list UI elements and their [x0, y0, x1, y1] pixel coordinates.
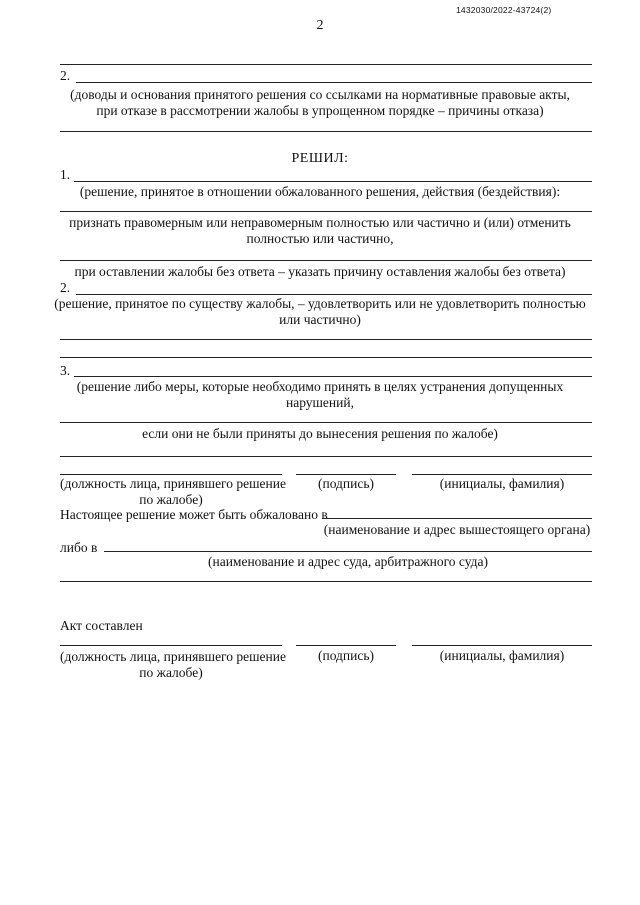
caption-decision-on-merits-line1: (решение, принятое по существу жалобы, – удовлетворить или не удовлетворить полностью [54, 296, 586, 311]
court-caption: (наименование и адрес суда, арбитражного суда) [207, 554, 489, 569]
blank-line [60, 422, 592, 423]
caption-decision-on-appealed: (решение, принятое в отношении обжалованного решения, действия (бездействия): [79, 184, 561, 199]
blank-line [60, 64, 592, 65]
caption-reasons-line2: при отказе в рассмотрении жалобы в упрощенном порядке – причины отказа) [96, 103, 544, 118]
page-number: 2 [316, 18, 324, 33]
position-caption-line2: по жалобе) [139, 665, 203, 680]
item-number: 2. [60, 68, 71, 83]
position-line [60, 645, 282, 646]
blank-line [60, 581, 592, 582]
appeal-text: Настоящее решение может быть обжаловано в [60, 507, 328, 522]
blank-line [60, 339, 592, 340]
blank-line [76, 82, 592, 83]
caption-not-taken: если они не были приняты до вынесения решения по жалобе) [142, 426, 498, 441]
blank-line [60, 260, 592, 261]
position-caption-line1: (должность лица, принявшего решение [60, 649, 286, 664]
position-caption-line1: (должность лица, принявшего решение [60, 476, 286, 491]
signature-line [296, 645, 396, 646]
signature-caption: (подпись) [317, 476, 375, 491]
position-caption-line2: по жалобе) [139, 492, 203, 507]
caption-recognize-line2: полностью или частично, [246, 231, 394, 246]
position-line [60, 474, 282, 475]
caption-reasons-line1: (доводы и основания принятого решения со ссылками на нормативные правовые акты, [70, 87, 570, 102]
initials-line [412, 645, 592, 646]
caption-measures-line1: (решение либо меры, которые необходимо принять в целях устранения допущенных [76, 379, 564, 394]
act-title: Акт составлен [60, 618, 143, 633]
document-number: 1432030/2022-43724(2) [456, 5, 552, 15]
caption-no-answer: при оставлении жалобы без ответа – указать причину оставления жалобы без ответа) [74, 264, 566, 279]
blank-line [74, 181, 592, 182]
signature-caption: (подпись) [317, 648, 375, 663]
item-number: 3. [60, 363, 71, 378]
initials-caption: (инициалы, фамилия) [439, 648, 565, 663]
initials-caption: (инициалы, фамилия) [439, 476, 565, 491]
caption-measures-line2: нарушений, [286, 395, 354, 410]
blank-line [76, 294, 592, 295]
blank-line [60, 456, 592, 457]
caption-decision-on-merits-line2: или частично) [279, 312, 361, 327]
blank-line [74, 376, 592, 377]
court-line [104, 551, 592, 552]
signature-line [296, 474, 396, 475]
initials-line [412, 474, 592, 475]
blank-line [60, 211, 592, 212]
or-text: либо в [60, 540, 98, 555]
higher-body-line [322, 518, 592, 519]
higher-body-caption: (наименование и адрес вышестоящего органа) [323, 522, 591, 537]
caption-recognize-line1: признать правомерным или неправомерным полностью или частично и (или) отменить [69, 215, 571, 230]
blank-line [60, 131, 592, 132]
item-number: 1. [60, 167, 71, 182]
item-number: 2. [60, 280, 71, 295]
decided-title: РЕШИЛ: [291, 151, 349, 166]
blank-line [60, 357, 592, 358]
